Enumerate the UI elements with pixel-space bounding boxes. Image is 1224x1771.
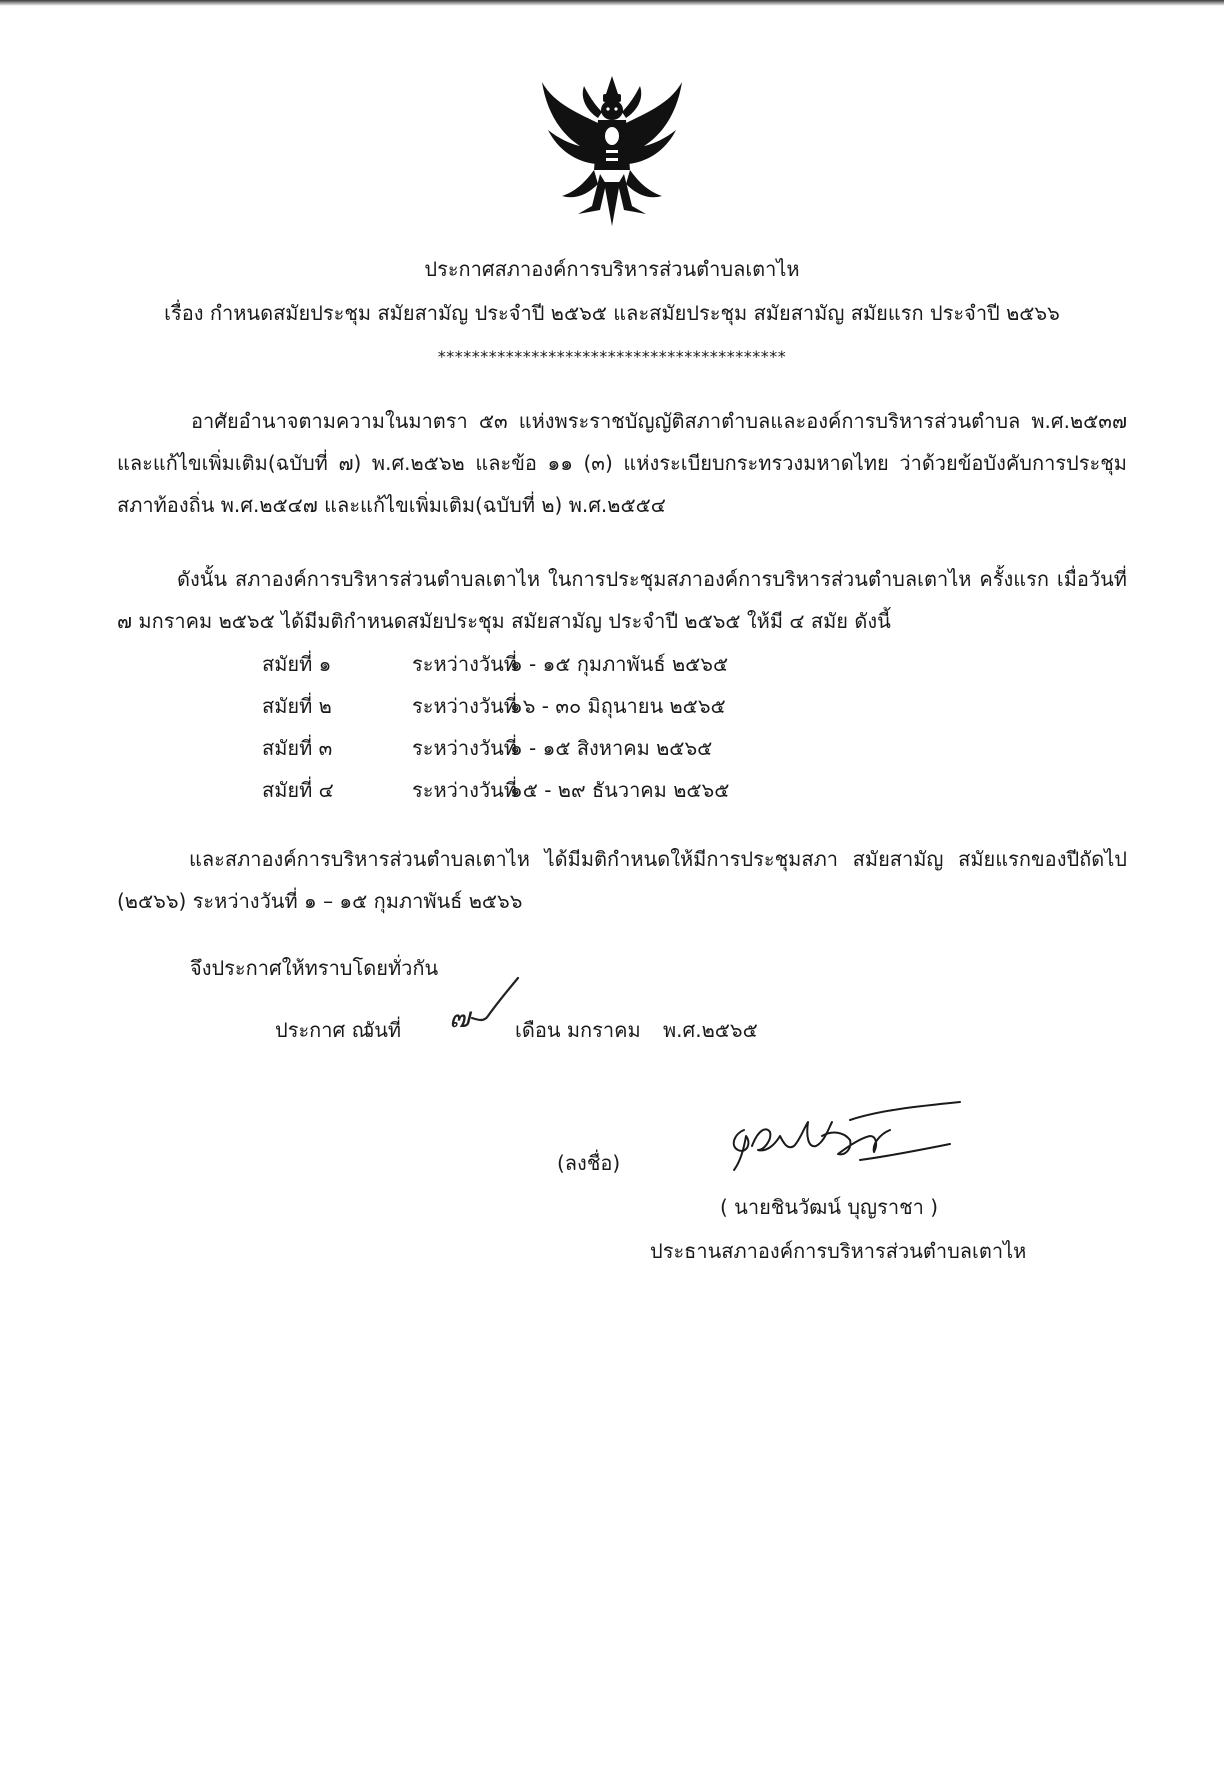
announcement-at-label: ประกาศ ณ	[275, 1018, 371, 1042]
session-between-label: ระหว่างวันที่	[412, 694, 517, 718]
session-dates: ๑ - ๑๕ สิงหาคม ๒๕๖๕	[510, 736, 713, 760]
separator-line: *****************************************	[437, 347, 787, 366]
announcement-year: พ.ศ.๒๕๖๕	[663, 1018, 758, 1042]
session-name: สมัยที่ ๑	[262, 652, 332, 676]
session-name: สมัยที่ ๒	[262, 694, 332, 718]
handwritten-day: ๗	[449, 1001, 471, 1034]
session-dates: ๑๕ - ๒๙ ธันวาคม ๒๕๖๕	[510, 778, 730, 802]
document-title: ประกาศสภาองค์การบริหารส่วนตำบลเตาไห	[424, 257, 800, 281]
paragraph-resolution: ดังนั้น สภาองค์การบริหารส่วนตำบลเตาไห ในการประชุมสภาองค์การบริหารส่วนตำบลเตาไห ครั้งแรก เมื่อวันที่ ๗ มกราคม ๒๕๖๕ ได้มีมติกำหนดสมัยประชุม สมัยสามัญ ประจำปี ๒๕๖๕ ให้มี ๔ สมัย ดังนี้	[117, 567, 1127, 633]
handwritten-stroke-icon	[470, 976, 520, 1026]
garuda-emblem-icon	[540, 74, 684, 230]
session-name: สมัยที่ ๔	[262, 778, 334, 802]
paragraph-legal-basis: อาศัยอำนาจตามความในมาตรา ๕๓ แห่งพระราชบัญญัติสภาตำบลและองค์การบริหารส่วนตำบล พ.ศ.๒๕๓๗ และแก้ไขเพิ่มเติม(ฉบับที่ ๗) พ.ศ.๒๕๖๒ และข้อ ๑๑ (๓) แห่งระเบียบกระทรวงมหาดไทย ว่าด้วยข้อบังคับการประชุมสภาท้องถิ่น พ.ศ.๒๕๔๗ และแก้ไขเพิ่มเติม(ฉบับที่ ๒) พ.ศ.๒๕๕๔	[117, 409, 1127, 517]
session-between-label: ระหว่างวันที่	[412, 736, 517, 760]
signature-label: (ลงชื่อ)	[557, 1151, 621, 1175]
document-subject: เรื่อง กำหนดสมัยประชุม สมัยสามัญ ประจำปี ๒๕๖๕ และสมัยประชุม สมัยสามัญ สมัยแรก ประจำปี ๒๕๖๖	[164, 301, 1060, 325]
handwritten-signature-icon	[700, 1100, 962, 1180]
signer-name: ( นายชินวัฒน์ บุญราชา )	[720, 1195, 939, 1219]
session-between-label: ระหว่างวันที่	[412, 652, 517, 676]
session-name: สมัยที่ ๓	[262, 736, 333, 760]
paragraph-next-year-session: และสภาองค์การบริหารส่วนตำบลเตาไห ได้มีมติกำหนดให้มีการประชุมสภา สมัยสามัญ สมัยแรกของปีถัดไป (๒๕๖๖) ระหว่างวันที่ ๑ – ๑๕ กุมภาพันธ์ ๒๕๖๖	[117, 847, 1127, 913]
closing-statement: จึงประกาศให้ทราบโดยทั่วกัน	[190, 956, 439, 980]
signer-position: ประธานสภาองค์การบริหารส่วนตำบลเตาไห	[650, 1239, 1027, 1263]
announcement-day-label: วันที่	[363, 1018, 402, 1042]
session-between-label: ระหว่างวันที่	[412, 778, 517, 802]
session-dates: ๑๖ - ๓๐ มิถุนายน ๒๕๖๕	[510, 694, 726, 718]
announcement-month: เดือน มกราคม	[515, 1018, 641, 1042]
session-dates: ๑ - ๑๕ กุมภาพันธ์ ๒๕๖๕	[510, 652, 729, 676]
